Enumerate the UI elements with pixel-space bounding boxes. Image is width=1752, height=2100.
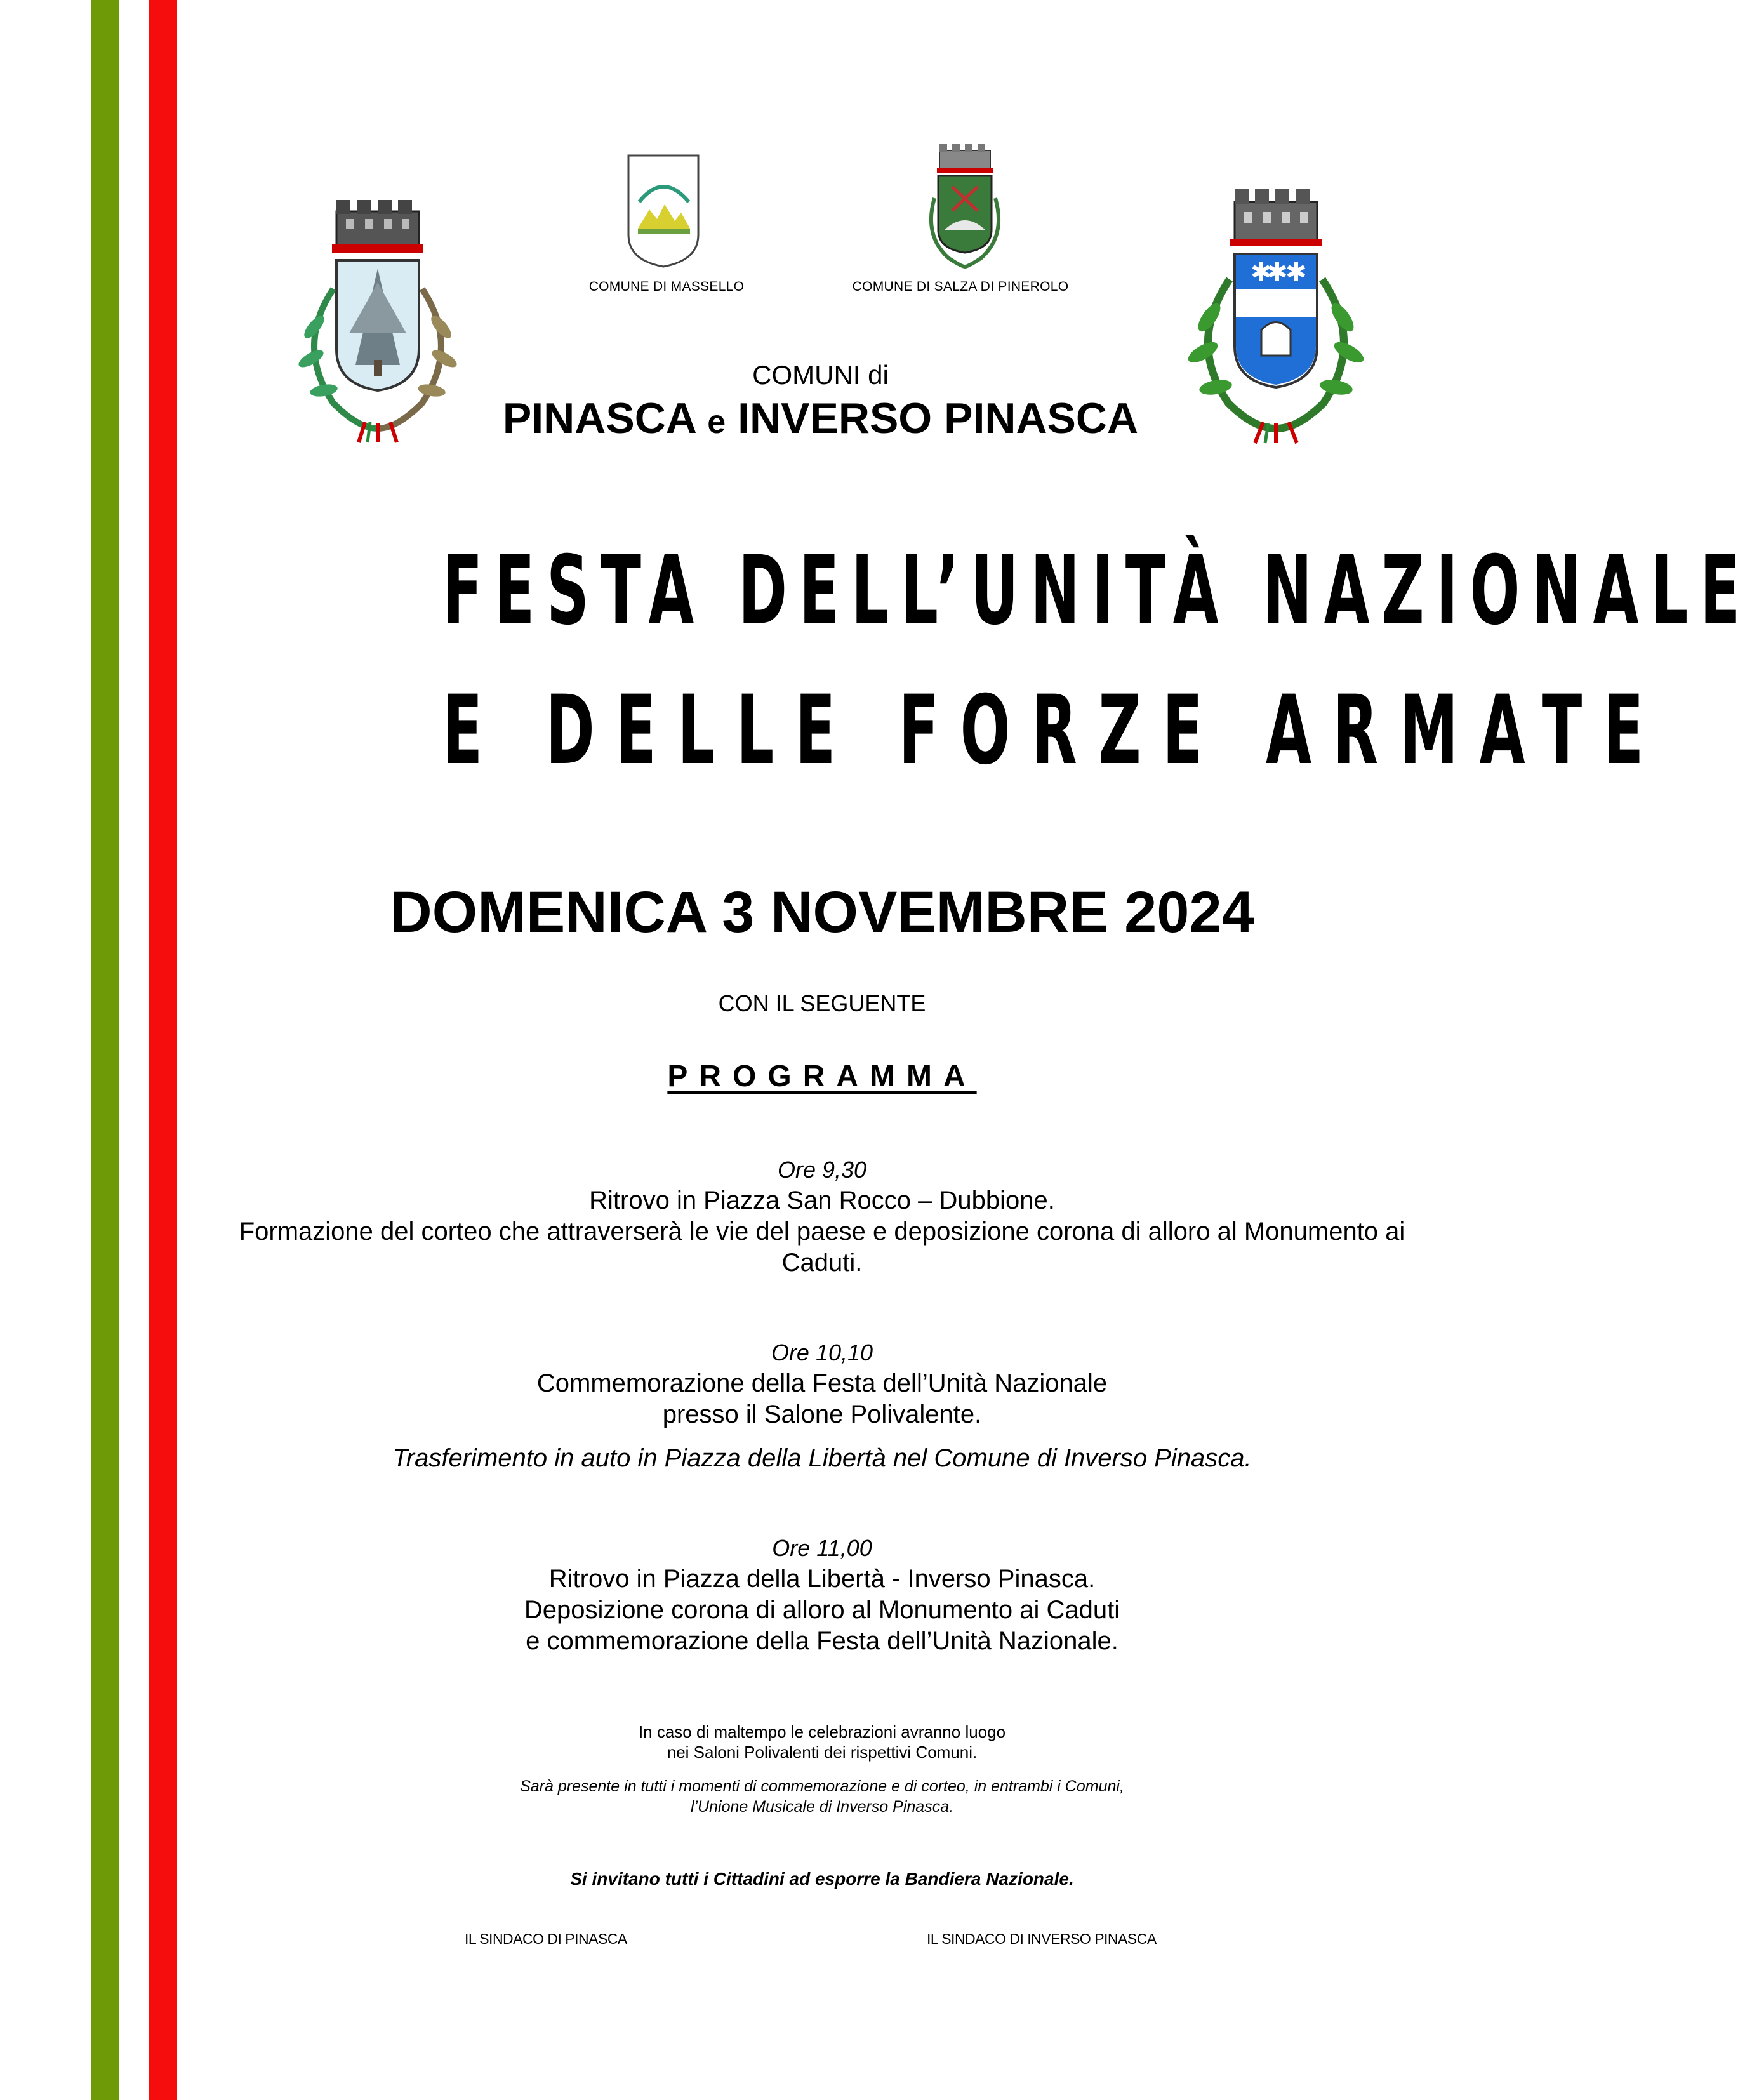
program-item — [178, 1532, 1466, 1657]
comune-name-inverso: INVERSO PINASCA — [738, 394, 1139, 442]
program-line: Caduti. — [781, 1249, 863, 1277]
massello-caption: COMUNE DI MASSELLO — [588, 279, 745, 294]
flag-stripe-white — [119, 0, 149, 2100]
signature-inverso-pinasca: IL SINDACO DI INVERSO PINASCA — [927, 1931, 1157, 1947]
program-item — [178, 1154, 1466, 1279]
program-line: Commemorazione della Festa dell’Unità Nazionale — [536, 1369, 1108, 1397]
comune-name-pinasca: PINASCA — [502, 394, 696, 442]
program-time: Ore 9,30 — [777, 1157, 867, 1183]
band-note-line: l’Unione Musicale di Inverso Pinasca. — [690, 1798, 954, 1816]
flag-invitation: Si invitano tutti i Cittadini ad esporre la Bandiera Nazionale. — [570, 1869, 1074, 1889]
svg-text:✱: ✱ — [1251, 258, 1272, 287]
program-line: e commemorazione della Festa dell’Unità Nazionale. — [526, 1627, 1118, 1655]
inverso-pinasca-crest-icon — [1184, 184, 1368, 444]
signature-pinasca: IL SINDACO DI PINASCA — [465, 1931, 627, 1947]
program-item — [178, 1337, 1466, 1474]
program-heading — [209, 1059, 1435, 1094]
program-heading-text: PROGRAMMA — [667, 1060, 977, 1093]
program-time: Ore 11,00 — [772, 1535, 872, 1561]
program-line: Formazione del corteo che attraverserà le vie del paese e deposizione corona di alloro al Monumento ai — [239, 1218, 1405, 1246]
salza-crest-icon — [920, 141, 1009, 271]
weather-note-line: In caso di maltempo le celebrazioni avranno luogo — [638, 1722, 1006, 1741]
comuni-names — [444, 394, 1197, 443]
program-intro: CON IL SEGUENTE — [718, 990, 926, 1016]
weather-note-line: nei Saloni Polivalenti dei rispettivi Comuni. — [667, 1743, 978, 1762]
comune-connector: e — [707, 404, 726, 441]
comuni-di-label: COMUNI di — [752, 360, 889, 390]
band-note-line: Sarà presente in tutti i momenti di commemorazione e di corteo, in entrambi i Comuni, — [520, 1778, 1124, 1795]
title-line-1: FESTA DELL’UNITÀ NAZIONALE — [442, 536, 1752, 646]
program-line: Ritrovo in Piazza della Libertà - Inverso Pinasca. — [548, 1565, 1096, 1593]
title-line-2: E DELLE FORZE ARMATE — [442, 675, 1665, 786]
band-note — [317, 1776, 1327, 1817]
flag-stripe-red — [149, 0, 177, 2100]
event-date: DOMENICA 3 NOVEMBRE 2024 — [390, 880, 1254, 945]
program-time: Ore 10,10 — [771, 1339, 873, 1366]
massello-crest-icon — [625, 152, 701, 270]
pinasca-crest-icon — [289, 194, 467, 444]
svg-text:✱: ✱ — [1266, 258, 1288, 287]
program-line: presso il Salone Polivalente. — [662, 1400, 982, 1428]
flag-stripe-green — [91, 0, 119, 2100]
weather-note — [317, 1722, 1327, 1762]
program-line: Deposizione corona di alloro al Monumento ai Caduti — [524, 1596, 1120, 1624]
salza-caption: COMUNE DI SALZA DI PINEROLO — [852, 279, 1069, 294]
program-transfer-note: Trasferimento in auto in Piazza della Libertà nel Comune di Inverso Pinasca. — [392, 1444, 1252, 1472]
program-line: Ritrovo in Piazza San Rocco – Dubbione. — [589, 1186, 1055, 1214]
svg-text:✱: ✱ — [1285, 258, 1307, 287]
